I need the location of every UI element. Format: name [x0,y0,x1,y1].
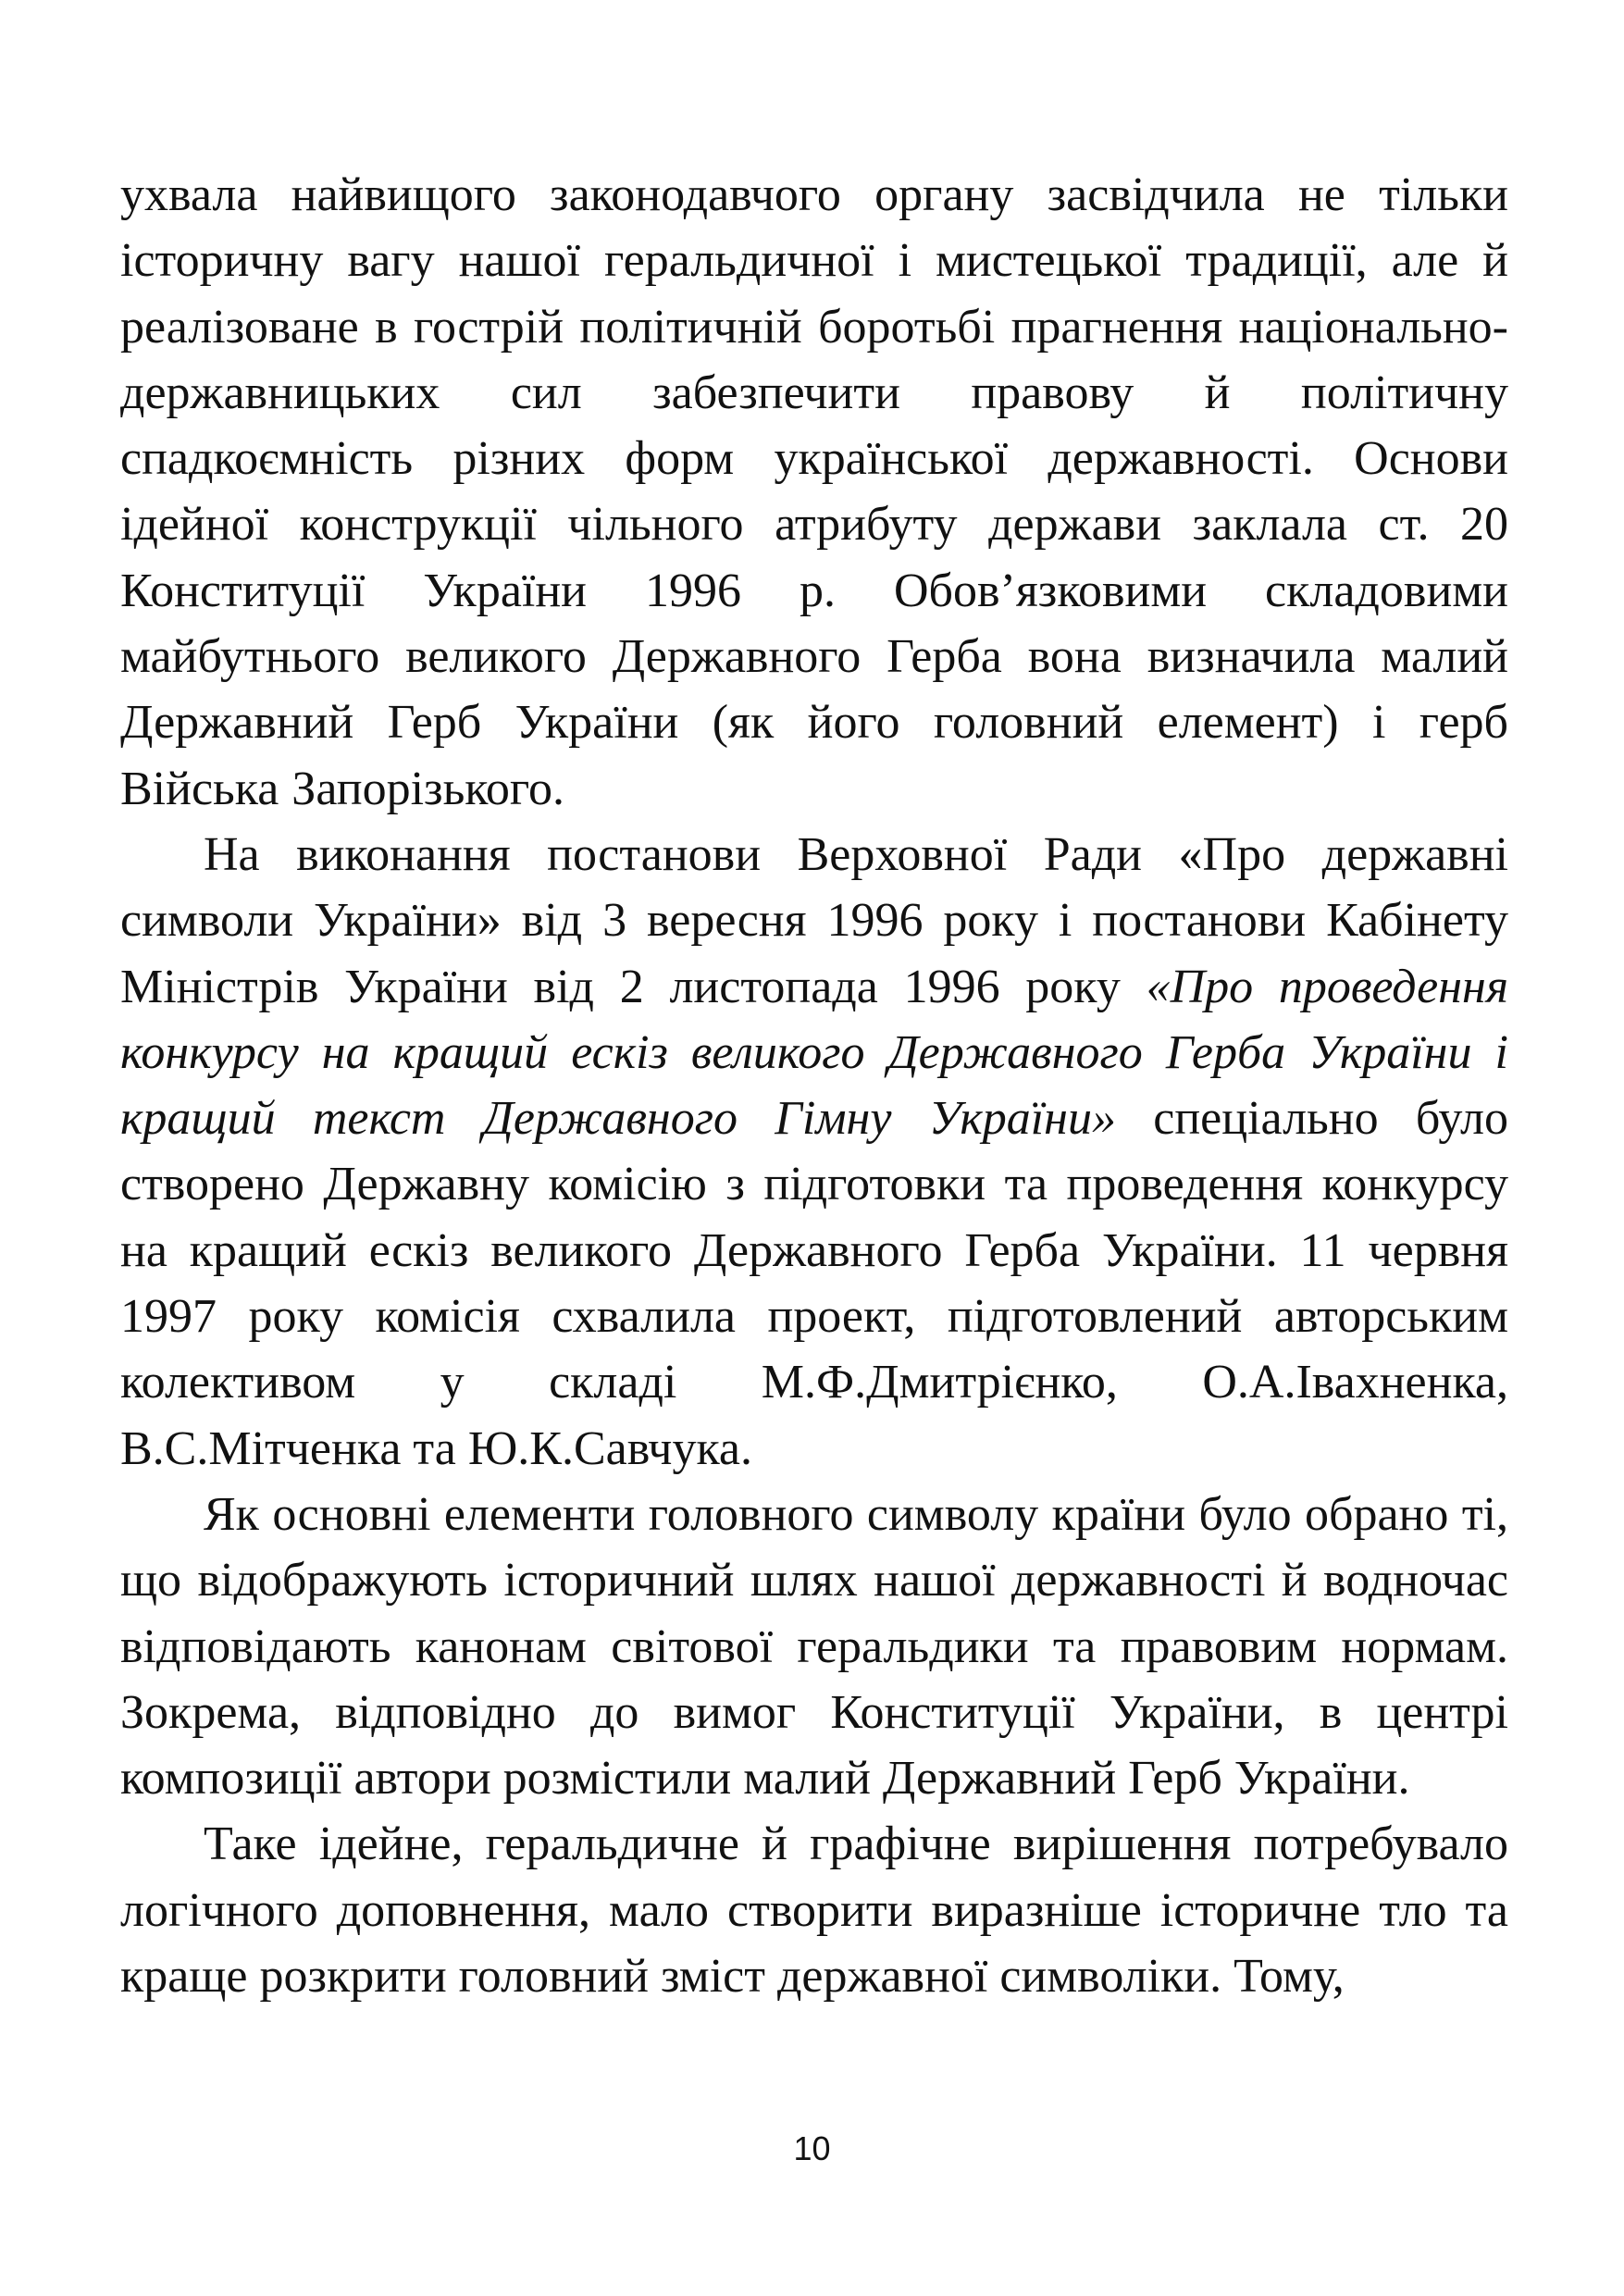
paragraph-2 [120,822,1508,1482]
paragraph-3-text: Як основні елементи головного символу країни було обрано ті, що відображують історичний шлях нашої державності й водночас відповідають канонам світової геральдики та правовим нормам. Зокрема, відповідно до вимог Конституції України, в центрі композиції автори розмістили малий Державний Герб України. [120,1487,1508,1806]
paragraph-2-text-end: спеціально було створено Державну комісію з підготовки та проведення конкурсу на кращий ескіз великого Державного Герба України. 11 червня 1997 року комісія схвалила проект, підготовлений авторським колективом у складі М.Ф.Дмитрієнко, О.А.Івахненка, В.С.Мітченка та Ю.К.Савчука. [120,1092,1509,1475]
page-number: 10 [793,2129,831,2167]
paragraph-2-italic-title: «Про проведення конкурсу на кращий ескіз великого Державного Герба України і кращий текст Державного Гімну України» [120,960,1508,1146]
paragraph-3 [120,1482,1508,1811]
paragraph-2-text-start: На виконання постанови Верховної Ради «Про державні символи України» від 3 вересня 1996 року і постанови Кабінету Міністрів України від 2 листопада 1996 року [120,827,1508,1013]
paragraph-4-text: Таке ідейне, геральдичне й графічне вирішення потребувало логічного доповнення, мало створити виразніше історичне тло та краще розкрити головний зміст державної символіки. Тому, [120,1818,1508,2004]
paragraph-1-text: ухвала найвищого законодавчого органу засвідчила не тільки історичну вагу нашої геральдичної і мистецької традиції, але й реалізоване в гострій політичній боротьбі прагнення національно-державницьких сил забезпечити правову й політичну спадкоємність різних форм української державності. Основи ідейної конструкції чільного атрибуту держави заклала ст. 20 Конституції України 1996 р. Обов’язковими складовими майбутнього великого Державного Герба вона визначила малий Державний Герб України (як його головний елемент) і герб Війська Запорізького. [120,168,1508,815]
paragraph-4 [120,1811,1508,2009]
paragraph-1 [120,162,1508,822]
document-body [120,162,1508,2009]
